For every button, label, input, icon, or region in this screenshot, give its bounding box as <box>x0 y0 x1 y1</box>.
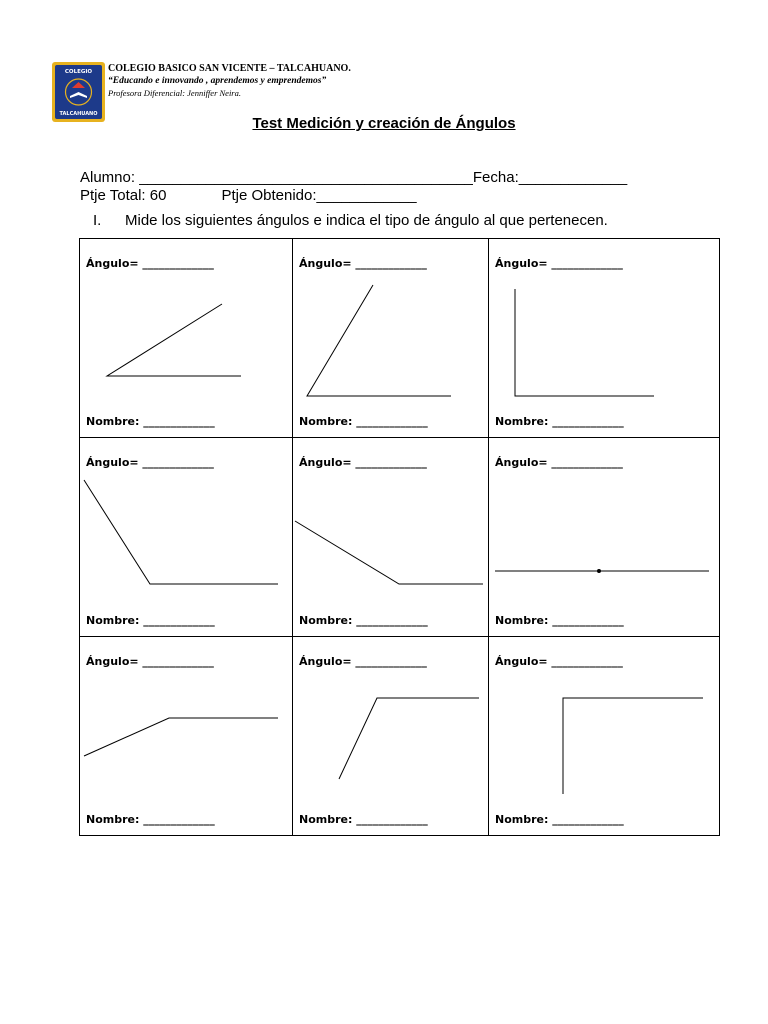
angle-cell <box>293 438 489 637</box>
score-total: Ptje Total: 60 <box>80 187 167 204</box>
angle-label: Ángulo= _____________ <box>86 257 214 270</box>
angle-cell <box>489 239 720 438</box>
page-title: Test Medición y creación de Ángulos <box>252 115 516 132</box>
name-label: Nombre: _____________ <box>299 415 428 428</box>
angle-figure <box>293 239 488 437</box>
angle-label: Ángulo= _____________ <box>86 456 214 469</box>
angle-cell <box>80 637 293 836</box>
score-obtained: Ptje Obtenido:____________ <box>221 187 417 204</box>
angle-cell <box>80 438 293 637</box>
angle-figure <box>80 239 292 437</box>
angle-figure <box>293 637 488 835</box>
angles-grid <box>79 238 720 836</box>
name-label: Nombre: _____________ <box>495 813 624 826</box>
name-label: Nombre: _____________ <box>86 614 215 627</box>
instruction <box>93 212 608 229</box>
school-logo <box>52 62 105 122</box>
angle-cell <box>293 637 489 836</box>
angle-cell <box>293 239 489 438</box>
grid-row <box>80 438 720 637</box>
angle-label: Ángulo= _____________ <box>299 257 427 270</box>
angle-figure <box>293 438 488 636</box>
name-label: Nombre: _____________ <box>299 813 428 826</box>
angle-figure <box>80 438 292 636</box>
score-line <box>80 187 417 204</box>
school-motto: “Educando e innovando , aprendemos y emprendemos” <box>108 76 327 86</box>
student-date-line: Alumno: ________________________________________Fecha:_____________ <box>80 169 628 186</box>
angle-cell <box>489 637 720 836</box>
angle-label: Ángulo= _____________ <box>299 456 427 469</box>
name-label: Nombre: _____________ <box>299 614 428 627</box>
name-label: Nombre: _____________ <box>86 813 215 826</box>
grid-row <box>80 239 720 438</box>
angle-label: Ángulo= _____________ <box>495 655 623 668</box>
angle-figure <box>489 438 719 636</box>
grid-row <box>80 637 720 836</box>
instruction-text: Mide los siguientes ángulos e indica el tipo de ángulo al que pertenecen. <box>125 212 608 229</box>
angle-cell <box>489 438 720 637</box>
name-label: Nombre: _____________ <box>86 415 215 428</box>
instruction-number: I. <box>93 212 102 229</box>
angle-figure <box>80 637 292 835</box>
school-header <box>108 63 351 99</box>
school-name: COLEGIO BASICO SAN VICENTE – TALCAHUANO. <box>108 63 351 74</box>
name-label: Nombre: _____________ <box>495 415 624 428</box>
logo-text-top: COLEGIO <box>64 69 93 75</box>
angle-figure <box>489 239 719 437</box>
angle-label: Ángulo= _____________ <box>495 456 623 469</box>
name-label: Nombre: _____________ <box>495 614 624 627</box>
angle-cell <box>80 239 293 438</box>
angle-label: Ángulo= _____________ <box>299 655 427 668</box>
logo-text-bottom: TALCAHUANO <box>59 111 98 117</box>
angle-label: Ángulo= _____________ <box>495 257 623 270</box>
teacher-name: Profesora Diferencial: Jenniffer Neira. <box>108 88 241 98</box>
angle-figure <box>489 637 719 835</box>
angle-label: Ángulo= _____________ <box>86 655 214 668</box>
